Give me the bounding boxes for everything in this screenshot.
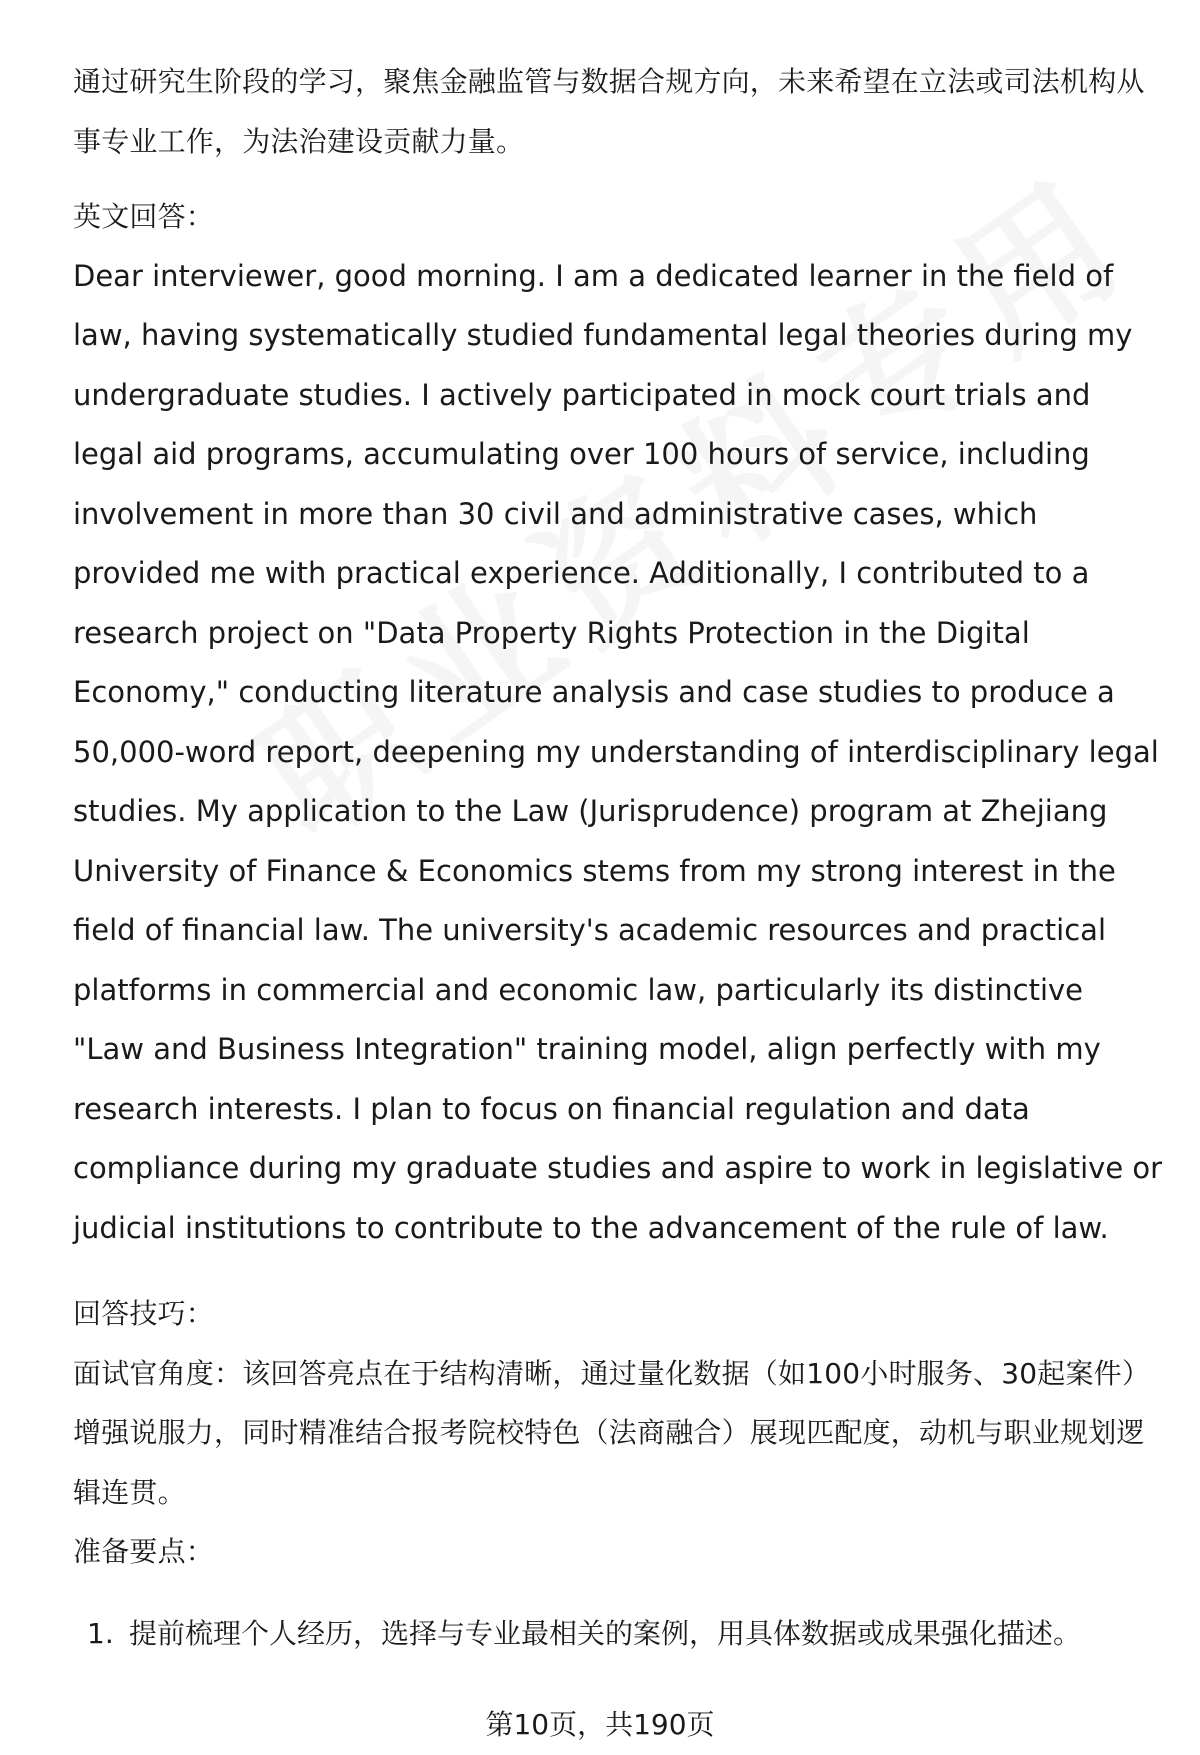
- page-number-footer: 第10页，共190页: [485, 1708, 715, 1741]
- interviewer-perspective-paragraph: 面试官角度：该回答亮点在于结构清晰，通过量化数据（如100小时服务、30起案件）增强说服力，同时精准结合报考院校特色（法商融合）展现匹配度，动机与职业规划逻辑连贯。: [73, 1356, 1151, 1509]
- english-answer-heading: 英文回答：: [73, 200, 215, 233]
- english-answer-paragraph: Dear interviewer, good morning. I am a dedicated learner in the field of law, having systematically studied fundamental legal theories during my undergraduate studies. I actively participated in mock court trials and legal aid programs, accumulating over 100 hours of service, including involvement in more than 30 civil and administrative cases, which provided me with practical experience. Additionally, I contributed to a research project on "Data Property Rights Protection in the Digital Economy," conducting literature analysis and case studies to produce a 50,000-word report, deepening my understanding of interdisciplinary legal studies. My application to the Law (Jurisprudence) program at Zhejiang University of Finance & Economics stems from my strong interest in the field of financial law. The university's academic resources and practical platforms in commercial and economic law, particularly its distinctive "Law and Business Integration" training model, align perfectly with my research interests. I plan to focus on financial regulation and data compliance during my graduate studies and aspire to work in legislative or judicial institutions to contribute to the advancement of the rule of law.: [73, 258, 1163, 1245]
- list-item-text: 提前梳理个人经历，选择与专业最相关的案例，用具体数据或成果强化描述。: [129, 1616, 1082, 1650]
- list-item-number: 1.: [87, 1616, 114, 1650]
- list-item: [73, 1614, 1163, 1654]
- preparation-list: [73, 1614, 1163, 1654]
- intro-paragraph: 通过研究生阶段的学习，聚焦金融监管与数据合规方向，未来希望在立法或司法机构从事专业工作，为法治建设贡献力量。: [73, 65, 1145, 158]
- preparation-points-heading: 准备要点：: [73, 1535, 215, 1568]
- answer-tips-heading: 回答技巧：: [73, 1297, 215, 1330]
- content-area: [73, 52, 1163, 1654]
